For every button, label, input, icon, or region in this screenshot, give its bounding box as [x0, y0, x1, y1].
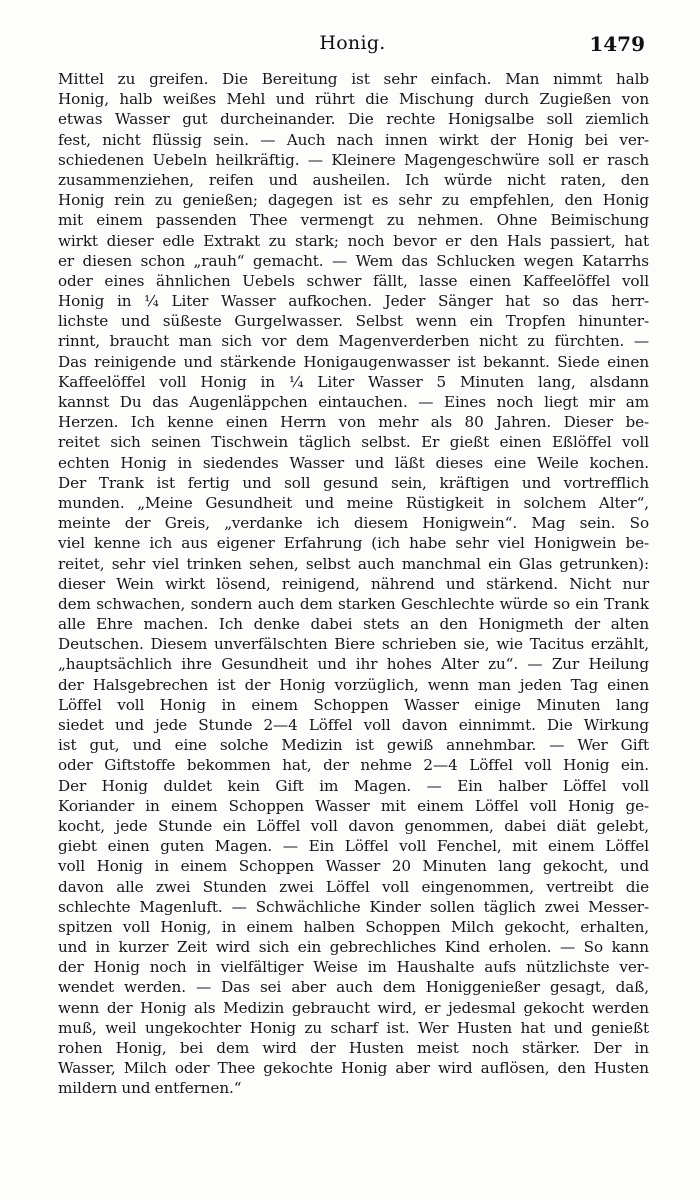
text-line: der Halsgebrechen ist der Honig vorzüglich, wenn man jeden Tag einen [58, 675, 649, 694]
text-line: giebt einen guten Magen. — Ein Löffel voll Fenchel, mit einem Löffel [58, 837, 649, 856]
text-line: voll Honig in einem Schoppen Wasser 20 Minuten lang gekocht, und [58, 857, 649, 876]
text-line: fest, nicht flüssig sein. — Auch nach innen wirkt der Honig bei ver- [58, 130, 649, 149]
page-header [60, 32, 645, 62]
text-line: Das reinigende und stärkende Honigaugenwasser ist bekannt. Siede einen [58, 352, 649, 371]
text-line: oder Giftstoffe bekommen hat, der nehme 2—4 Löffel voll Honig ein. [58, 756, 649, 775]
text-line: Deutschen. Diesem unverfälschten Biere schrieben sie, wie Tacitus erzählt, [58, 635, 649, 654]
text-line: alle Ehre machen. Ich denke dabei stets an den Honigmeth der alten [58, 615, 649, 634]
text-line: dem schwachen, sondern auch dem starken Geschlechte würde so ein Trank [58, 594, 649, 613]
text-line: der Honig noch in vielfältiger Weise im Haushalte aufs nützlichste ver- [58, 958, 649, 977]
running-title: Honig. [319, 32, 386, 54]
text-line: davon alle zwei Stunden zwei Löffel voll eingenommen, vertreibt die [58, 877, 649, 896]
text-line-last: mildern und entfernen.“ [58, 1079, 242, 1098]
text-line: zusammenziehen, reifen und ausheilen. Ich würde nicht raten, den [58, 170, 649, 189]
text-line: mit einem passenden Thee vermengt zu nehmen. Ohne Beimischung [58, 211, 649, 230]
text-line: Koriander in einem Schoppen Wasser mit einem Löffel voll Honig ge- [58, 796, 649, 815]
text-line: munden. „Meine Gesundheit und meine Rüstigkeit in solchem Alter“, [58, 493, 649, 512]
text-line: Wasser, Milch oder Thee gekochte Honig aber wird auflösen, den Husten [58, 1059, 649, 1078]
page-number: 1479 [589, 32, 645, 56]
text-line: Der Honig duldet kein Gift im Magen. — Ein halber Löffel voll [58, 776, 649, 795]
text-line: muß, weil ungekochter Honig zu scharf ist. Wer Husten hat und genießt [58, 1018, 649, 1037]
text-line: Honig rein zu genießen; dagegen ist es sehr zu empfehlen, den Honig [58, 191, 649, 210]
text-line: kannst Du das Augenläppchen eintauchen. — Eines noch liegt mir am [58, 393, 649, 411]
text-line: oder eines ähnlichen Uebels schwer fällt, lasse einen Kaffeelöffel voll [58, 271, 649, 290]
text-line: kocht, jede Stunde ein Löffel voll davon genommen, dabei diät gelebt, [58, 816, 649, 835]
text-line: dieser Wein wirkt lösend, reinigend, nährend und stärkend. Nicht nur [58, 574, 649, 593]
text-line: reitet sich seinen Tischwein täglich selbst. Er gießt einen Eßlöffel voll [58, 433, 649, 452]
text-line: meinte der Greis, „verdanke ich diesem Honigwein“. Mag sein. So [58, 514, 649, 533]
text-line: wirkt dieser edle Extrakt zu stark; noch bevor er den Hals passiert, hat [58, 231, 649, 250]
text-line: viel kenne ich aus eigener Erfahrung (ich habe sehr viel Honigwein be- [58, 534, 649, 553]
text-line: reitet, sehr viel trinken sehen, selbst auch manchmal ein Glas getrunken): [58, 554, 649, 573]
text-line: wenn der Honig als Medizin gebraucht wird, er jedesmal gekocht werden [58, 998, 649, 1017]
text-line: etwas Wasser gut durcheinander. Die rechte Honigsalbe soll ziemlich [58, 110, 649, 129]
text-line: schiedenen Uebeln heilkräftig. — Kleinere Magengeschwüre soll er rasch [58, 150, 649, 169]
text-line: echten Honig in siedendes Wasser und läßt dieses eine Weile kochen. [58, 453, 649, 472]
text-line: spitzen voll Honig, in einem halben Schoppen Milch gekocht, erhalten, [58, 917, 649, 936]
text-line: und in kurzer Zeit wird sich ein gebrechliches Kind erholen. — So kann [58, 938, 649, 957]
text-line: Kaffeelöffel voll Honig in ¼ Liter Wasser 5 Minuten lang, alsdann [58, 372, 649, 391]
text-line: siedet und jede Stunde 2—4 Löffel voll davon einnimmt. Die Wirkung [58, 716, 649, 734]
text-line: „hauptsächlich ihre Gesundheit und ihr hohes Alter zu“. — Zur Heilung [58, 655, 649, 674]
text-line: ist gut, und eine solche Medizin ist gewiß annehmbar. — Wer Gift [58, 736, 649, 755]
text-line: Mittel zu greifen. Die Bereitung ist sehr einfach. Man nimmt halb [58, 70, 649, 88]
body-text [58, 69, 649, 1099]
text-line: lichste und süßeste Gurgelwasser. Selbst wenn ein Tropfen hinunter- [58, 312, 649, 331]
text-line: Der Trank ist fertig und soll gesund sein, kräftigen und vortrefflich [58, 473, 649, 492]
text-line: rohen Honig, bei dem wird der Husten meist noch stärker. Der in [58, 1039, 649, 1057]
text-line: wendet werden. — Das sei aber auch dem Honiggenießer gesagt, daß, [58, 978, 649, 997]
text-line: rinnt, braucht man sich vor dem Magenverderben nicht zu fürchten. — [58, 332, 649, 351]
text-line: er diesen schon „rauh“ gemacht. — Wem das Schlucken wegen Katarrhs [58, 251, 649, 270]
text-line: Honig, halb weißes Mehl und rührt die Mischung durch Zugießen von [58, 90, 649, 109]
text-line: Herzen. Ich kenne einen Herrn von mehr als 80 Jahren. Dieser be- [58, 413, 649, 432]
text-line: Löffel voll Honig in einem Schoppen Wasser einige Minuten lang [58, 695, 649, 714]
text-line: Honig in ¼ Liter Wasser aufkochen. Jeder Sänger hat so das herr- [58, 292, 649, 311]
text-line: schlechte Magenluft. — Schwächliche Kinder sollen täglich zwei Messer- [58, 897, 649, 916]
